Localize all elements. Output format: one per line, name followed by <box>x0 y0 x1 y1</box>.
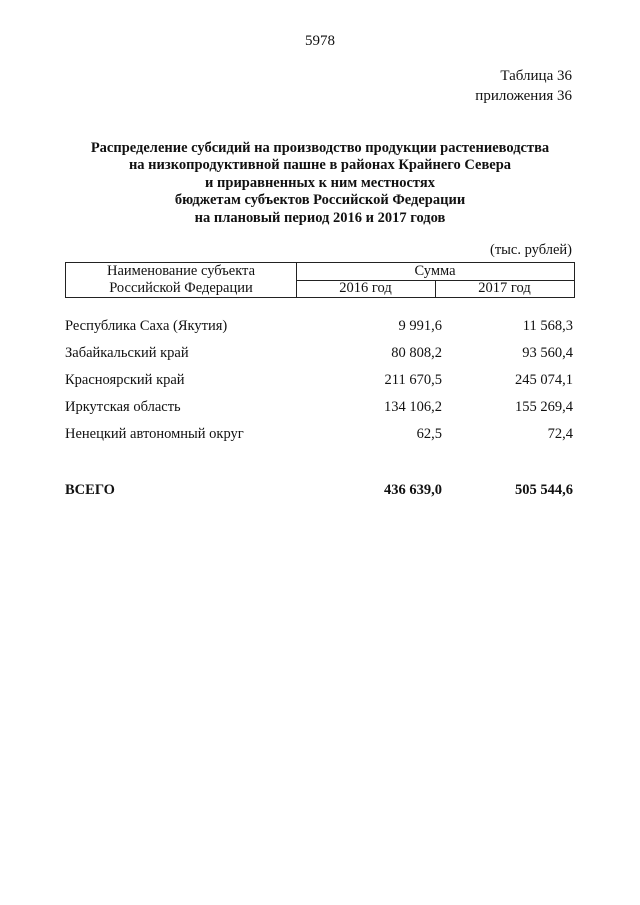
row-value-2017: 155 269,4 <box>515 399 573 415</box>
table-row <box>65 345 575 372</box>
row-name: Республика Саха (Якутия) <box>65 318 228 334</box>
table-body <box>65 318 575 453</box>
row-value-2017: 93 560,4 <box>522 345 573 361</box>
header-name-line-2: Российской Федерации <box>109 280 253 296</box>
total-value-2017: 505 544,6 <box>515 482 573 498</box>
table-header <box>65 262 575 298</box>
row-name: Ненецкий автономный округ <box>65 426 244 442</box>
title-line-3: и приравненных к ним местностях <box>205 174 435 191</box>
row-value-2017: 245 074,1 <box>515 372 573 388</box>
table-row <box>65 399 575 426</box>
units-note: (тыс. рублей) <box>490 242 572 258</box>
row-name: Забайкальский край <box>65 345 189 361</box>
total-label: ВСЕГО <box>65 482 115 498</box>
row-value-2016: 211 670,5 <box>384 372 442 388</box>
row-name: Красноярский край <box>65 372 185 388</box>
table-row <box>65 426 575 453</box>
header-year-2016: 2016 год <box>339 280 392 296</box>
table-row <box>65 372 575 399</box>
table-reference <box>475 66 572 106</box>
row-value-2016: 80 808,2 <box>391 345 442 361</box>
header-name-line-1: Наименование субъекта <box>106 263 256 279</box>
title-line-2: на низкопродуктивной пашне в районах Крайнего Севера <box>128 157 512 174</box>
title-line-1: Распределение субсидий на производство продукции растениеводства <box>90 140 550 156</box>
title-line-4: бюджетам субъектов Российской Федерации <box>174 192 466 209</box>
table-reference-line-2: приложения 36 <box>475 88 572 104</box>
row-value-2016: 62,5 <box>416 426 442 442</box>
row-name: Иркутская область <box>65 399 181 415</box>
table-row <box>65 318 575 345</box>
page-number: 5978 <box>305 33 335 49</box>
document-title <box>40 140 600 227</box>
table-reference-line-1: Таблица 36 <box>500 68 572 84</box>
header-year-2017: 2017 год <box>478 280 531 296</box>
row-value-2016: 134 106,2 <box>384 399 442 415</box>
row-value-2016: 9 991,6 <box>398 318 442 334</box>
row-value-2017: 11 568,3 <box>522 318 573 334</box>
header-sum: Сумма <box>414 263 456 279</box>
title-line-5: на плановый период 2016 и 2017 годов <box>194 209 446 226</box>
total-value-2016: 436 639,0 <box>384 482 442 498</box>
row-value-2017: 72,4 <box>547 426 573 442</box>
